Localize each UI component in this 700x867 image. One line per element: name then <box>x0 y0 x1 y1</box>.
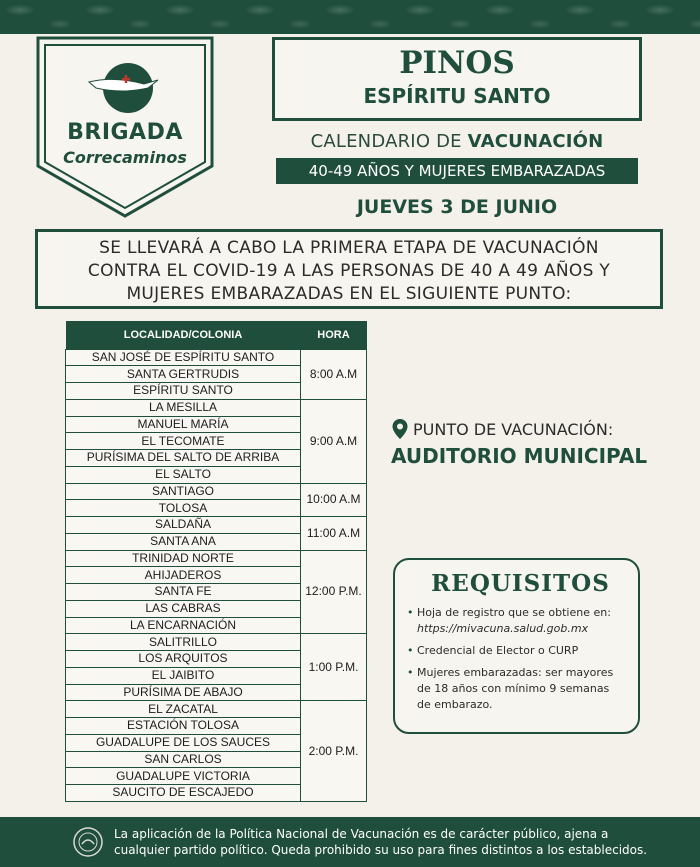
locality-cell: EL ZACATAL <box>66 701 301 718</box>
locality-cell: SAN JOSÉ DE ESPÍRITU SANTO <box>66 349 301 366</box>
table-row <box>66 701 367 718</box>
government-seal-icon <box>72 826 104 858</box>
calendar-heading-prefix: CALENDARIO DE <box>310 131 468 152</box>
page-title: PINOS <box>399 45 515 81</box>
locality-cell: PURÍSIMA DEL SALTO DE ARRIBA <box>66 450 301 467</box>
notice-line: MUJERES EMBARAZADAS EN EL SIGUIENTE PUNTO: <box>126 284 572 304</box>
notice-box <box>35 229 663 309</box>
table-row <box>66 517 367 534</box>
locality-cell: ESTACIÓN TOLOSA <box>66 718 301 735</box>
locality-cell: MANUEL MARÍA <box>66 416 301 433</box>
locality-cell: LA ENCARNACIÓN <box>66 617 301 634</box>
requirement-text: Hoja de registro que se obtiene en: <box>417 606 611 619</box>
locality-cell: ESPÍRITU SANTO <box>66 383 301 400</box>
page-subtitle: ESPÍRITU SANTO <box>363 84 551 108</box>
requirement-item: • Mujeres embarazadas: ser mayores de 18 años con mínimo 9 semanas de embarazo. <box>417 665 624 713</box>
brigada-shield-logo <box>36 36 214 218</box>
table-row <box>66 349 367 366</box>
locality-cell: SAN CARLOS <box>66 751 301 768</box>
locality-cell: LOS ARQUITOS <box>66 651 301 668</box>
requirement-item <box>417 605 624 637</box>
registration-link[interactable]: https://mivacuna.salud.gob.mx <box>417 622 589 635</box>
time-cell: 10:00 A.M <box>301 483 367 517</box>
locality-cell: SANTIAGO <box>66 483 301 500</box>
footer-line: cualquier partido político. Queda prohibido su uso para fines distintos a los establecidos. <box>114 843 648 857</box>
event-date: JUEVES 3 DE JUNIO <box>356 196 558 218</box>
time-cell: 2:00 P.M. <box>301 701 367 802</box>
locality-cell: GUADALUPE VICTORIA <box>66 768 301 785</box>
table-row <box>66 550 367 567</box>
locality-cell: EL TECOMATE <box>66 433 301 450</box>
requirements-title: REQUISITOS <box>431 570 610 597</box>
vaccination-point-label: PUNTO DE VACUNACIÓN: <box>413 419 614 439</box>
time-cell: 1:00 P.M. <box>301 634 367 701</box>
locality-cell: SALITRILLO <box>66 634 301 651</box>
locality-cell: EL JAIBITO <box>66 667 301 684</box>
locality-cell: SAUCITO DE ESCAJEDO <box>66 785 301 802</box>
locality-cell: PURÍSIMA DE ABAJO <box>66 684 301 701</box>
footer-line: La aplicación de la Política Nacional de Vacunación es de carácter público, ajena a <box>114 827 609 841</box>
top-decorative-band <box>0 0 700 34</box>
schedule-table <box>65 321 367 802</box>
locality-cell: TOLOSA <box>66 500 301 517</box>
locality-cell: GUADALUPE DE LOS SAUCES <box>66 734 301 751</box>
calendar-heading <box>276 131 638 152</box>
requirement-item: • Credencial de Elector o CURP <box>417 643 624 659</box>
locality-cell: SANTA GERTRUDIS <box>66 366 301 383</box>
vaccination-point <box>391 418 671 468</box>
map-pin-icon <box>391 418 409 440</box>
roadrunner-icon <box>84 58 164 118</box>
time-cell: 9:00 A.M <box>301 399 367 483</box>
locality-cell: TRINIDAD NORTE <box>66 550 301 567</box>
vaccination-point-place: AUDITORIO MUNICIPAL <box>391 444 648 468</box>
age-banner: 40-49 AÑOS Y MUJERES EMBARAZADAS <box>276 158 638 184</box>
requirements-box <box>393 558 640 734</box>
time-cell: 12:00 P.M. <box>301 550 367 634</box>
column-header-locality: LOCALIDAD/COLONIA <box>66 321 301 349</box>
column-header-time: HORA <box>301 321 367 349</box>
locality-cell: SANTA FE <box>66 584 301 601</box>
table-row <box>66 399 367 416</box>
table-row <box>66 634 367 651</box>
locality-cell: AHIJADEROS <box>66 567 301 584</box>
notice-line: SE LLEVARÁ A CABO LA PRIMERA ETAPA DE VACUNACIÓN <box>99 238 599 258</box>
table-row <box>66 483 367 500</box>
locality-cell: LAS CABRAS <box>66 600 301 617</box>
locality-cell: EL SALTO <box>66 466 301 483</box>
calendar-heading-highlight: VACUNACIÓN <box>467 131 604 152</box>
footer <box>0 817 700 867</box>
brand-subtitle: Correcaminos <box>63 148 187 167</box>
time-cell: 11:00 A.M <box>301 517 367 551</box>
locality-cell: LA MESILLA <box>66 399 301 416</box>
notice-line: CONTRA EL COVID-19 A LAS PERSONAS DE 40 A 49 AÑOS Y <box>87 261 611 281</box>
brand-title: BRIGADA <box>67 120 183 145</box>
time-cell: 8:00 A.M <box>301 349 367 399</box>
locality-cell: SALDAÑA <box>66 517 301 534</box>
title-box <box>272 37 642 121</box>
locality-cell: SANTA ANA <box>66 533 301 550</box>
